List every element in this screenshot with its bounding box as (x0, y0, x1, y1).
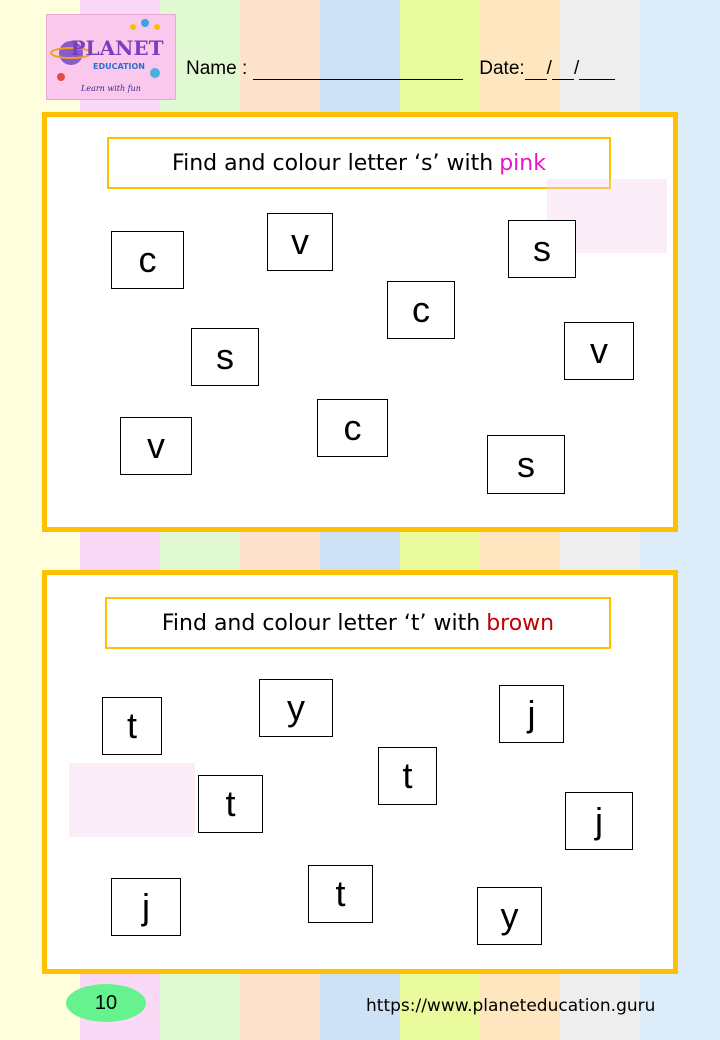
date-label: Date: (479, 58, 525, 79)
name-blank[interactable] (253, 61, 463, 80)
instruction-colour-word: brown (486, 610, 555, 636)
activity-panel-t (42, 570, 678, 974)
letter-box[interactable]: v (564, 322, 634, 380)
letter-box[interactable]: j (565, 792, 633, 850)
letter-box[interactable]: t (308, 865, 373, 923)
letter-box[interactable]: c (111, 231, 184, 289)
date-month-blank[interactable] (552, 61, 574, 80)
letter-box[interactable]: t (378, 747, 437, 805)
letter-box[interactable]: y (477, 887, 542, 945)
logo-watermark (69, 763, 195, 837)
date-year-blank[interactable] (579, 61, 615, 80)
letter-box[interactable]: s (487, 435, 565, 494)
page-number: 10 (66, 984, 146, 1022)
instruction-box (107, 137, 611, 189)
letter-box[interactable]: c (317, 399, 388, 457)
instruction-text: Find and colour letter ‘t’ with (161, 610, 481, 636)
instruction-colour-word: pink (499, 150, 546, 176)
letter-box[interactable]: s (191, 328, 259, 386)
logo-wordmark: PLANET (70, 36, 164, 60)
logo-tagline: Learn with fun (81, 84, 141, 93)
letter-box[interactable]: y (259, 679, 333, 737)
logo-subword: EDUCATION (93, 62, 145, 71)
planet-education-logo (46, 14, 176, 100)
date-separator: / (573, 58, 580, 79)
date-day-blank[interactable] (525, 61, 547, 80)
name-label: Name : (186, 58, 248, 79)
letter-box[interactable]: j (111, 878, 181, 936)
instruction-text: Find and colour letter ‘s’ with (172, 150, 494, 176)
letter-box[interactable]: j (499, 685, 564, 743)
website-url: https://www.planeteducation.guru (366, 996, 656, 1016)
letter-box[interactable]: v (120, 417, 192, 475)
letter-box[interactable]: c (387, 281, 455, 339)
letter-box[interactable]: s (508, 220, 576, 278)
instruction-box (105, 597, 611, 649)
name-date-line (186, 58, 615, 80)
letter-box[interactable]: t (102, 697, 162, 755)
activity-panel-s (42, 112, 678, 532)
letter-box[interactable]: v (267, 213, 333, 271)
letter-box[interactable]: t (198, 775, 263, 833)
date-separator: / (546, 58, 552, 79)
